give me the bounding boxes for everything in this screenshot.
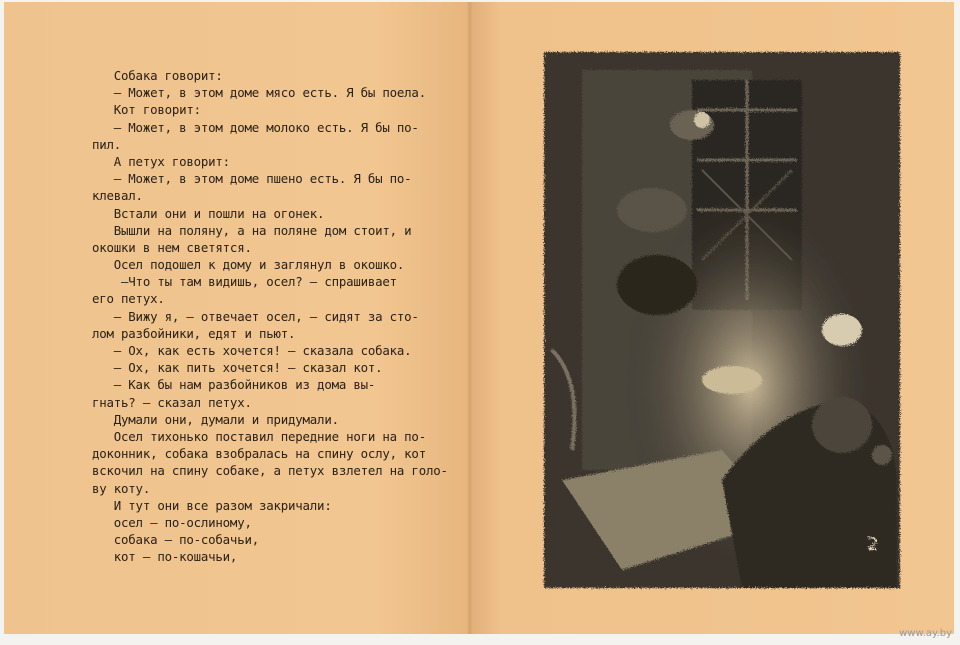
text-line: Вышли на поляну, а на поляне дом стоит, и bbox=[92, 222, 412, 238]
svg-text:2: 2 bbox=[867, 534, 879, 555]
text-line: —Что ты там видишь, осел? — спрашивает bbox=[92, 274, 397, 290]
text-line: Осел подошел к дому и заглянул в окошко. bbox=[92, 257, 405, 273]
text-line: — Ох, как есть хочется! — сказала собака. bbox=[92, 343, 412, 358]
text-line: клевал. bbox=[92, 188, 143, 204]
text-line: — Ох, как пить хочется! — сказал кот. bbox=[92, 360, 383, 376]
text-line: кот — по-кошачьи, bbox=[92, 549, 238, 565]
left-page bbox=[4, 2, 468, 634]
illustration-robbers-window bbox=[542, 50, 902, 590]
watermark: www.ay.by bbox=[899, 628, 952, 639]
text-line: — Может, в этом доме пшено есть. Я бы по- bbox=[92, 171, 412, 187]
text-line: лом разбойники, едят и пьют. bbox=[92, 325, 296, 341]
text-line: осел — по-ослиному, bbox=[92, 514, 252, 530]
text-line: — Как бы нам разбойников из дома вы- bbox=[92, 377, 376, 393]
text-line: пил. bbox=[92, 136, 122, 152]
text-line: — Может, в этом доме мясо есть. Я бы поела. bbox=[92, 85, 426, 101]
text-line: доконник, собака взобралась на спину ослу, кот bbox=[92, 446, 426, 462]
text-line: Собака говорит: bbox=[92, 68, 223, 83]
text-line: его петух. bbox=[92, 291, 165, 307]
text-line: Осел тихонько поставил передние ноги на по- bbox=[92, 428, 426, 444]
text-line: гнать? — сказал петух. bbox=[92, 394, 252, 410]
text-line: Кот говорит: bbox=[92, 102, 201, 118]
text-line: окошки в нем светятся. bbox=[92, 239, 252, 255]
text-line: вскочил на спину собаке, а петух взлетел на голо- bbox=[92, 463, 448, 479]
text-line: И тут они все разом закричали: bbox=[92, 497, 332, 513]
text-line: Встали они и пошли на огонек. bbox=[92, 205, 325, 221]
text-line: ву коту. bbox=[92, 480, 151, 496]
text-line: Думали они, думали и придумали. bbox=[92, 411, 339, 427]
story-text bbox=[92, 67, 448, 565]
text-line: собака — по-собачьи, bbox=[92, 532, 259, 548]
text-line: А петух говорит: bbox=[92, 153, 230, 169]
text-line: — Может, в этом доме молоко есть. Я бы по- bbox=[92, 119, 419, 135]
text-line: — Вижу я, — отвечает осел, — сидят за сто- bbox=[92, 308, 419, 324]
book-spread bbox=[4, 2, 954, 634]
